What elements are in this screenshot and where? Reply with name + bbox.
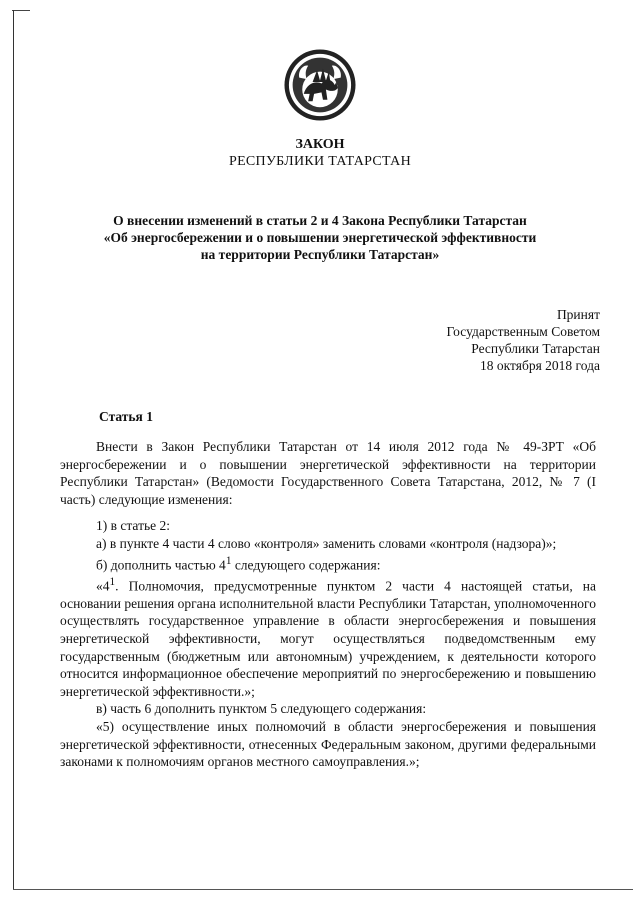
article-body (60, 438, 596, 771)
article-heading: Статья 1 (99, 409, 153, 424)
scan-edge (12, 10, 30, 11)
superscript: 1 (225, 554, 232, 567)
paragraph-item-1c: в) часть 6 дополнить пунктом 5 следующего содержания: (96, 701, 427, 717)
paragraph-quote-4-1: «$4^1$. Полномочия, предусмотренные пунктом 2 части 4 настоящей статьи, на основании решения органа исполнительной власти Республики Татарстан, уполномоченного осуществлять государственное управление в области энергосбережения и повышения энергетической эффективности, могут осуществляться подведомственным ему государственным (бюджетным или автономным) учреждением, к деятельности которого относится информационное обеспечение мероприятий по энергосбережению и повышению энергетической эффективности.»; (60, 575, 596, 699)
adoption-line: Принят (556, 307, 600, 322)
subject-line: на территории Республики Татарстан» (200, 247, 440, 262)
adoption-block (447, 306, 600, 374)
superscript: 1 (109, 575, 116, 588)
adoption-date: 18 октября 2018 года (480, 358, 600, 373)
paragraph-intro: Внести в Закон Республики Татарстан от 14 июля 2012 года № 49-ЗРТ «Об энергосбережении и о повышении энергетической эффективности на территории Республики Татарстан» (Ведомости Государственного Совета Татарстана, 2012, № 7 (I часть) следующие изменения: (60, 439, 596, 507)
paragraph-item-1: 1) в статье 2: (96, 518, 170, 534)
adoption-line: Республики Татарстан (471, 341, 600, 356)
paragraph-item-1b: б) дополнить частью $4^1$ следующего содержания: (96, 554, 381, 573)
adoption-line: Государственным Советом (446, 324, 600, 339)
republic-name: РЕСПУБЛИКИ ТАТАРСТАН (228, 154, 411, 169)
paragraph-quote-5: «5) осуществление иных полномочий в области энергосбережения и повышения энергетической эффективности, отнесенных Федеральным законом, другими федеральными законами к полномочиям органов местного самоуправления.»; (60, 718, 596, 770)
subject-line: «Об энергосбережении и о повышении энергетической эффективности (103, 230, 537, 245)
law-title: ЗАКОН (295, 137, 345, 152)
paragraph-item-1a: а) в пункте 4 части 4 слово «контроля» заменить словами «контроля (надзора)»; (96, 535, 557, 551)
coat-of-arms-icon (283, 48, 357, 122)
scan-edge (13, 889, 633, 890)
law-subject (0, 212, 640, 263)
subject-line: О внесении изменений в статьи 2 и 4 Закона Республики Татарстан (113, 213, 527, 228)
